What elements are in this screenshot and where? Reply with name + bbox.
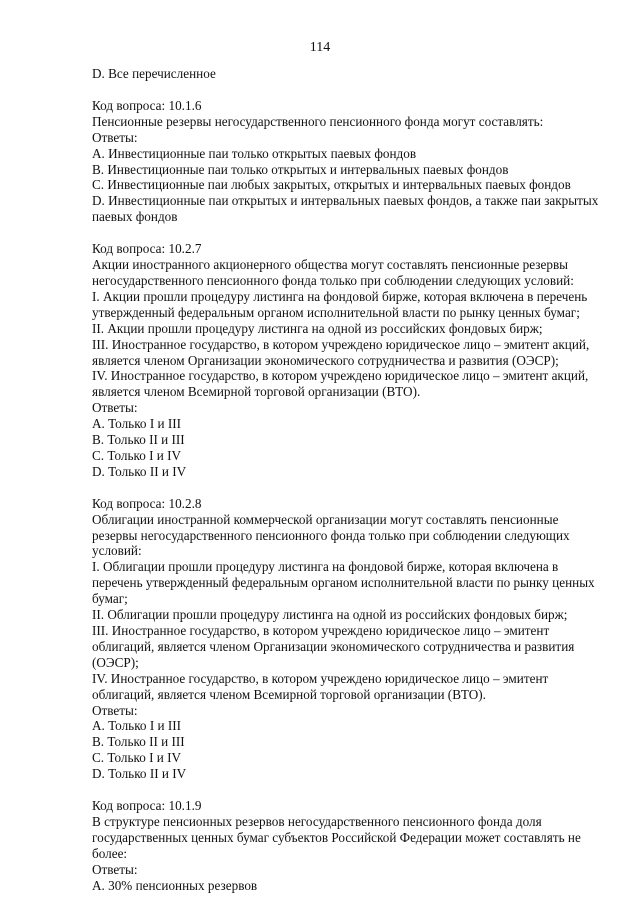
- paragraph-gap: [92, 82, 592, 98]
- document-body: [92, 66, 599, 894]
- text-line: B. Инвестиционные паи только открытых и интервальных паевых фондов: [92, 161, 509, 177]
- text-line: утвержденный федеральным органом исполнительной власти по рынку ценных бумаг;: [92, 304, 580, 320]
- text-line: облигаций, является членом Организации экономического сотрудничества и развития: [92, 638, 575, 654]
- text-line: C. Только I и IV: [92, 750, 182, 766]
- text-line: A. Только I и III: [92, 416, 182, 432]
- text-line: Ответы:: [92, 702, 138, 718]
- text-line: облигаций, является членом Всемирной торговой организации (ВТО).: [92, 686, 486, 702]
- text-line: Код вопроса: 10.2.7: [92, 241, 202, 257]
- text-line: B. Только II и III: [92, 734, 185, 750]
- text-line: перечень утвержденный федеральным органом исполнительной власти по рынку ценных: [92, 575, 595, 591]
- text-line: C. Только I и IV: [92, 447, 182, 463]
- text-line: D. Инвестиционные паи открытых и интервальных паевых фондов, а также паи закрытых: [92, 193, 599, 209]
- text-line: Ответы:: [92, 129, 138, 145]
- text-line: D. Только II и IV: [92, 766, 187, 782]
- question-block: [92, 66, 592, 82]
- question-block: [92, 798, 592, 893]
- text-line: Ответы:: [92, 861, 138, 877]
- page-number: 114: [309, 40, 331, 55]
- text-line: D. Только II и IV: [92, 463, 187, 479]
- text-line: является членом Всемирной торговой организации (ВТО).: [92, 384, 421, 400]
- text-line: I. Облигации прошли процедуру листинга на фондовой бирже, которая включена в: [92, 559, 559, 575]
- paragraph-gap: [92, 480, 592, 496]
- text-line: является членом Организации экономического сотрудничества и развития (ОЭСР);: [92, 352, 559, 368]
- text-line: I. Акции прошли процедуру листинга на фондовой бирже, которая включена в перечень: [92, 288, 588, 304]
- text-line: В структуре пенсионных резервов негосударственного пенсионного фонда доля: [92, 813, 542, 829]
- text-line: бумаг;: [92, 591, 128, 607]
- text-line: A. 30% пенсионных резервов: [92, 877, 258, 893]
- question-block: [92, 495, 595, 782]
- text-line: Код вопроса: 10.1.9: [92, 798, 202, 814]
- text-line: негосударственного пенсионного фонда только при соблюдении следующих условий:: [92, 272, 574, 288]
- text-line: D. Все перечисленное: [92, 66, 216, 81]
- text-line: A. Инвестиционные паи только открытых паевых фондов: [92, 145, 417, 161]
- text-line: C. Инвестиционные паи любых закрытых, открытых и интервальных паевых фондов: [92, 177, 571, 193]
- text-line: Код вопроса: 10.2.8: [92, 495, 202, 511]
- question-block: [92, 97, 599, 225]
- text-line: II. Акции прошли процедуру листинга на одной из российских фондовых бирж;: [92, 320, 543, 336]
- text-line: Код вопроса: 10.1.6: [92, 97, 202, 113]
- text-line: более:: [92, 845, 128, 861]
- text-line: Ответы:: [92, 400, 138, 416]
- text-line: Пенсионные резервы негосударственного пенсионного фонда могут составлять:: [92, 113, 544, 129]
- text-line: государственных ценных бумаг субъектов Российской Федерации может составлять не: [92, 829, 581, 845]
- text-line: паевых фондов: [92, 209, 178, 225]
- text-line: резервы негосударственного пенсионного фонда только при соблюдении следующих: [92, 527, 570, 543]
- paragraph-gap: [92, 782, 592, 798]
- text-line: III. Иностранное государство, в котором учреждено юридическое лицо – эмитент: [92, 623, 550, 638]
- text-line: Облигации иностранной коммерческой организации могут составлять пенсионные: [92, 511, 559, 527]
- text-line: B. Только II и III: [92, 432, 185, 448]
- text-line: IV. Иностранное государство, в котором учреждено юридическое лицо – эмитент акций,: [92, 368, 589, 384]
- text-line: III. Иностранное государство, в котором учреждено юридическое лицо – эмитент акций,: [92, 336, 590, 352]
- text-line: A. Только I и III: [92, 718, 182, 734]
- text-line: Акции иностранного акционерного общества могут составлять пенсионные резервы: [92, 257, 569, 273]
- paragraph-gap: [92, 225, 592, 241]
- text-line: (ОЭСР);: [92, 654, 139, 670]
- text-line: II. Облигации прошли процедуру листинга на одной из российских фондовых бирж;: [92, 607, 568, 623]
- text-line: условий:: [92, 543, 142, 559]
- question-block: [92, 241, 592, 480]
- text-line: IV. Иностранное государство, в котором учреждено юридическое лицо – эмитент: [92, 670, 549, 686]
